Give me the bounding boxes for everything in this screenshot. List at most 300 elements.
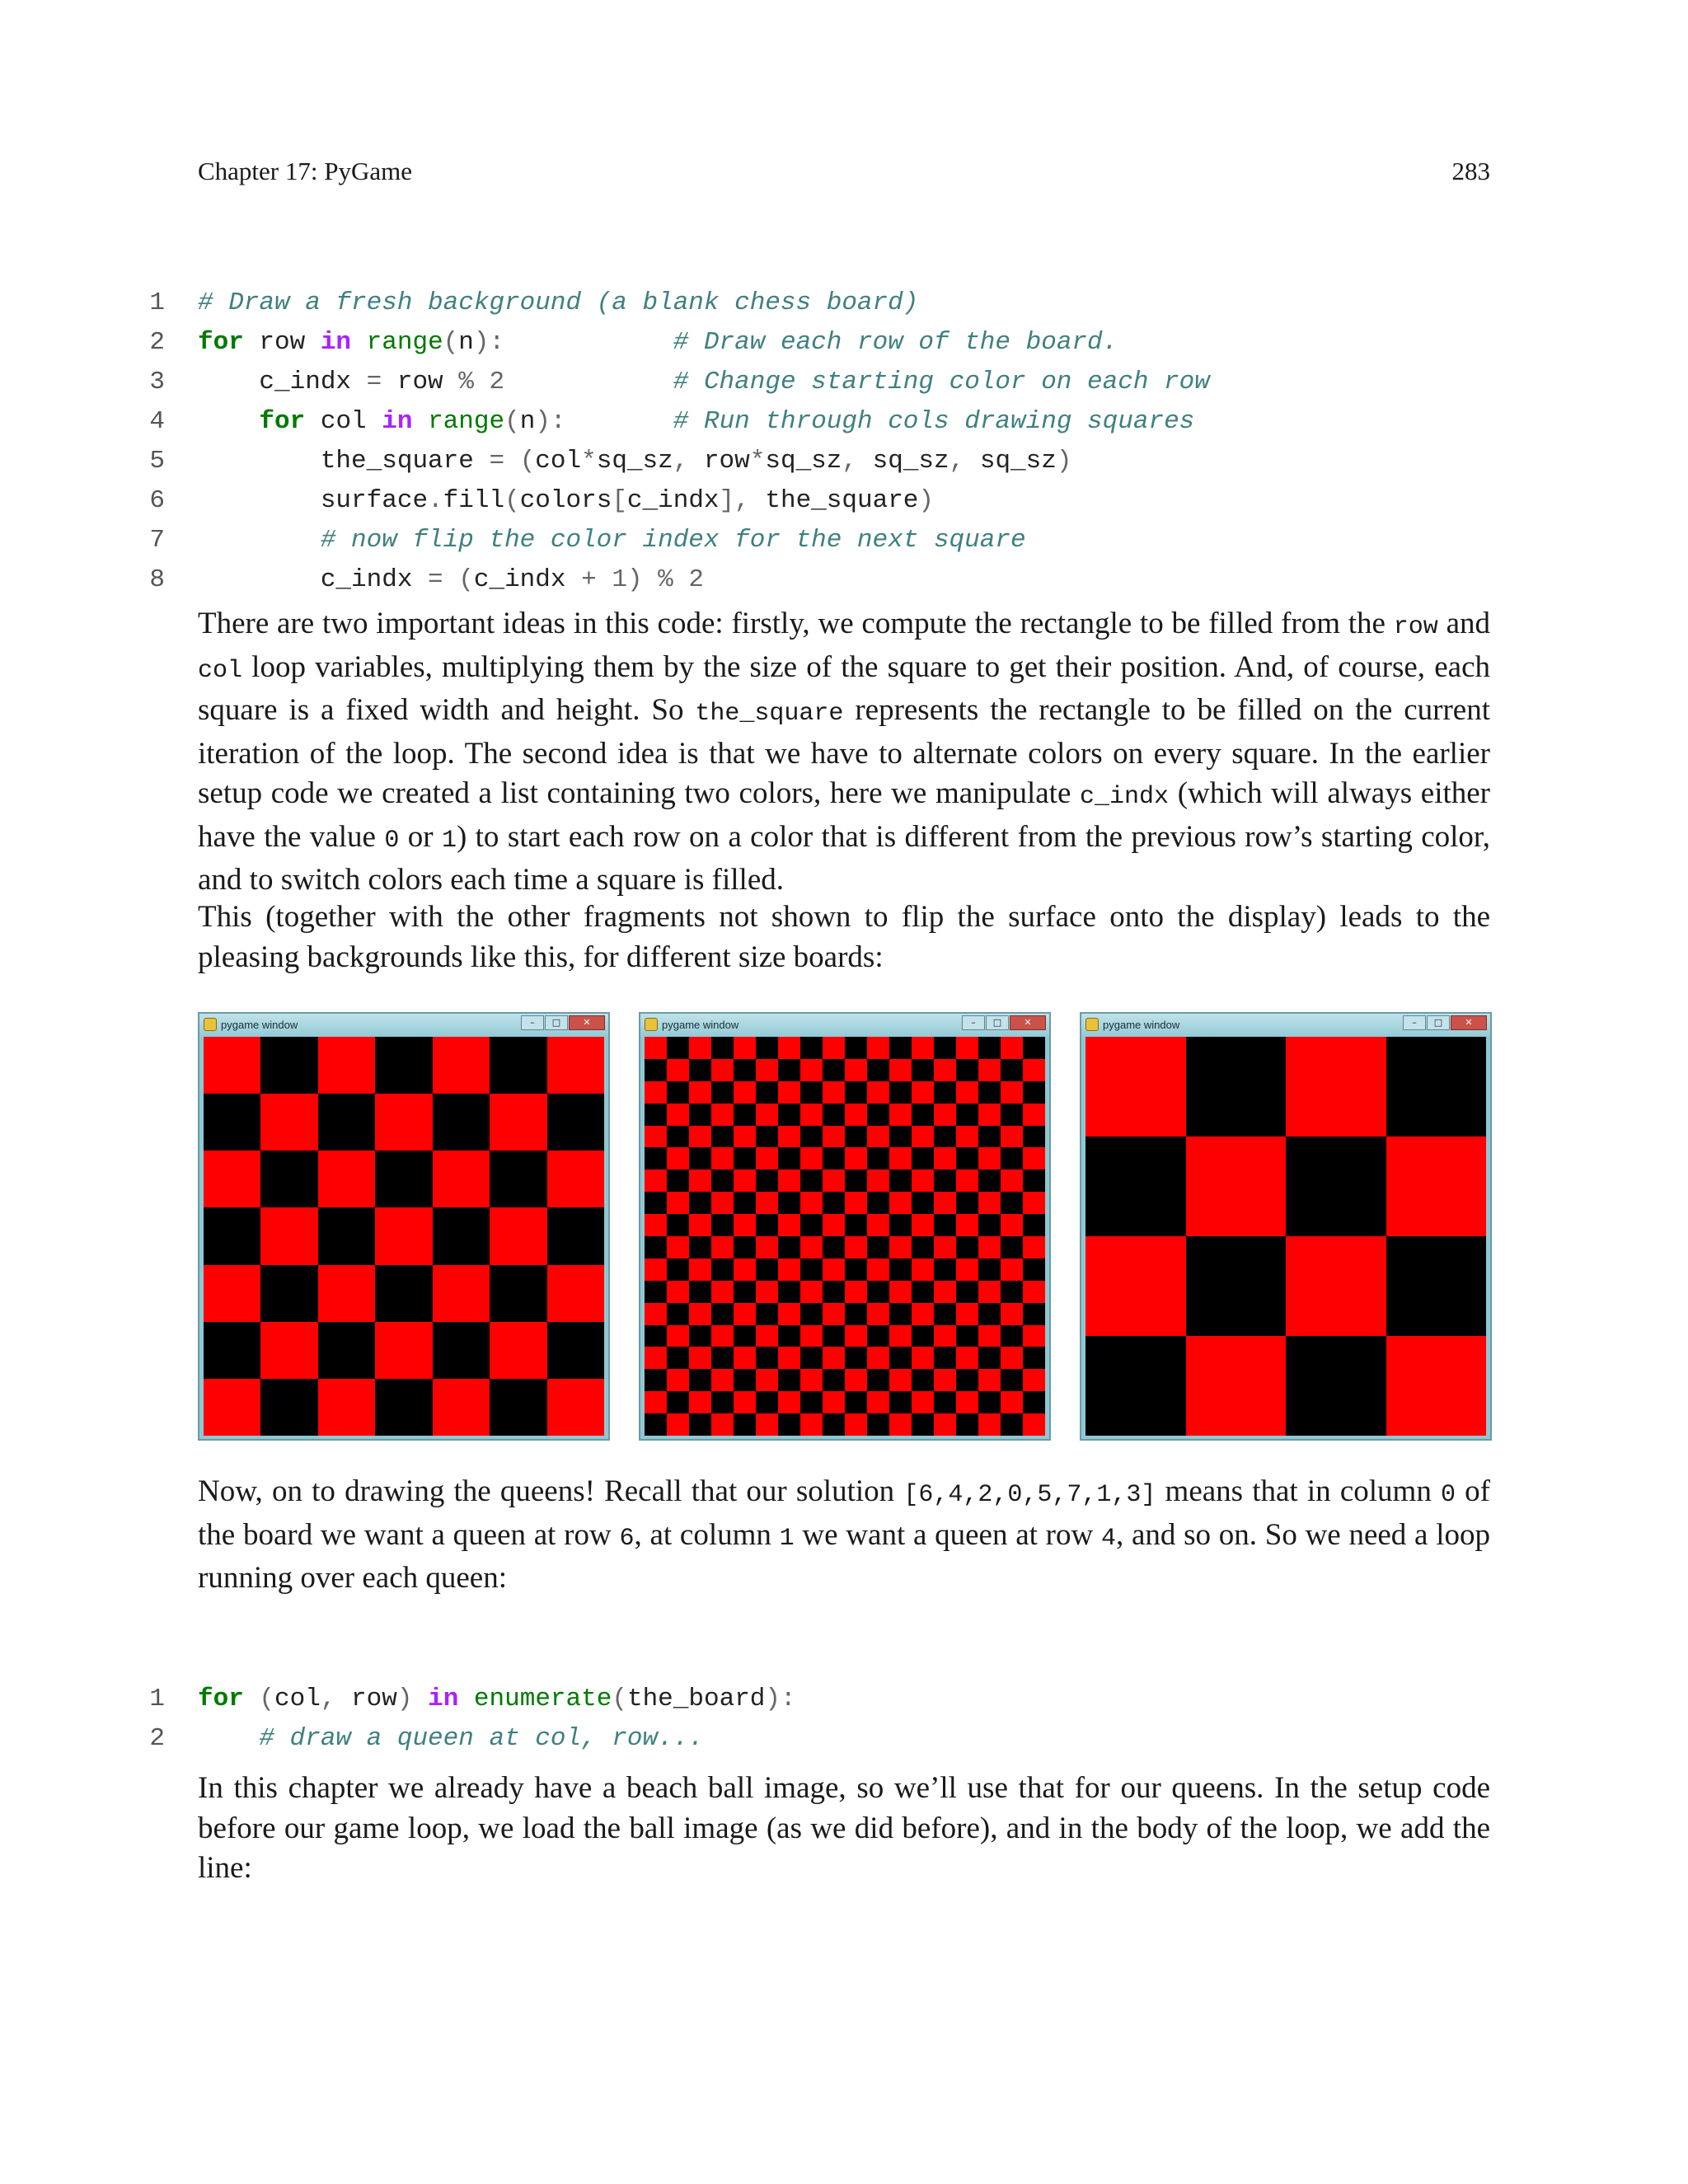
board-square xyxy=(956,1281,978,1303)
board-square xyxy=(800,1059,823,1081)
paragraph-backgrounds-intro: This (together with the other fragments not shown to flip the surface onto the display) leads to the pleasing backgrounds like this, for different size boards: xyxy=(198,900,1490,974)
board-square xyxy=(547,1265,604,1322)
board-square xyxy=(978,1126,1001,1148)
window-titlebar[interactable] xyxy=(199,1014,608,1037)
board-square xyxy=(490,1094,546,1151)
board-square xyxy=(667,1258,689,1281)
board-square xyxy=(1286,1336,1386,1436)
board-square xyxy=(912,1214,934,1236)
board-square xyxy=(667,1059,689,1081)
board-square xyxy=(800,1214,823,1236)
board-square xyxy=(934,1126,956,1148)
board-square xyxy=(734,1126,756,1148)
board-square xyxy=(375,1207,432,1264)
board-square xyxy=(689,1369,711,1391)
board-square xyxy=(1001,1369,1023,1391)
board-square xyxy=(711,1104,734,1126)
page-number: 283 xyxy=(1451,157,1490,185)
board-square xyxy=(956,1147,978,1169)
board-square xyxy=(823,1391,845,1413)
board-square xyxy=(867,1413,889,1436)
pygame-logo-icon xyxy=(1085,1018,1099,1031)
board-square xyxy=(934,1325,956,1347)
board-square xyxy=(845,1347,867,1369)
board-square xyxy=(800,1258,823,1281)
board-square xyxy=(547,1151,604,1207)
board-square xyxy=(433,1379,490,1436)
board-square xyxy=(260,1265,317,1322)
pygame-window-board-1 xyxy=(198,1012,610,1441)
board-square xyxy=(889,1347,912,1369)
board-square xyxy=(645,1281,667,1303)
board-square xyxy=(889,1147,912,1169)
board-square xyxy=(934,1236,956,1258)
window-titlebar[interactable] xyxy=(1081,1014,1490,1037)
board-square xyxy=(645,1303,667,1325)
board-square xyxy=(667,1147,689,1169)
board-square xyxy=(667,1037,689,1059)
board-square xyxy=(756,1104,778,1126)
board-square xyxy=(889,1236,912,1258)
board-square xyxy=(889,1281,912,1303)
board-square xyxy=(889,1325,912,1347)
line-number: 2 xyxy=(149,1724,165,1753)
board-square xyxy=(800,1391,823,1413)
line-number: 1 xyxy=(149,288,165,317)
code-block-queens xyxy=(132,1640,1533,1759)
code-text: c_indx = row % 2 # Change starting color on each row xyxy=(198,368,1210,396)
code-line xyxy=(132,560,1533,600)
board-square xyxy=(204,1265,260,1322)
board-square xyxy=(1386,1336,1487,1436)
window-title: pygame window xyxy=(662,1019,739,1031)
paragraph-code-explanation: There are two important ideas in this code: firstly, we compute the rectangle to be filled from the row and col loop variables, multiplying them by the size of the square to get their position. And, of course, each square is a fixed width and height. So the_square represents the rectangle to be filled on the current iteration of the loop. The second idea is that we have to alternate colors on every square. In the earlier setup code we created a list containing two colors, here we manipulate c_indx (which will always either have the value 0 or 1) to start each row on a color that is different from the previous row’s starting color, and to switch colors each time a square is filled. xyxy=(198,607,1491,897)
board-square xyxy=(204,1379,260,1436)
board-square xyxy=(375,1322,432,1379)
board-square xyxy=(956,1126,978,1148)
board-square xyxy=(823,1169,845,1192)
board-square xyxy=(956,1214,978,1236)
board-square xyxy=(689,1281,711,1303)
board-square xyxy=(689,1081,711,1104)
board-square xyxy=(667,1281,689,1303)
board-square xyxy=(734,1325,756,1347)
pygame-logo-icon xyxy=(645,1018,658,1031)
board-square xyxy=(845,1192,867,1214)
board-square xyxy=(756,1192,778,1214)
board-square xyxy=(204,1151,260,1207)
board-square xyxy=(889,1059,912,1081)
board-square xyxy=(912,1037,934,1059)
board-square xyxy=(845,1325,867,1347)
board-square xyxy=(956,1192,978,1214)
board-square xyxy=(711,1126,734,1148)
board-square xyxy=(645,1081,667,1104)
board-square xyxy=(667,1081,689,1104)
board-square xyxy=(1023,1303,1045,1325)
board-square xyxy=(711,1081,734,1104)
board-square xyxy=(734,1258,756,1281)
board-square xyxy=(978,1391,1001,1413)
board-square xyxy=(845,1413,867,1436)
board-square xyxy=(204,1094,260,1151)
board-square xyxy=(867,1258,889,1281)
board-square xyxy=(1001,1192,1023,1214)
board-square xyxy=(711,1281,734,1303)
board-square xyxy=(800,1126,823,1148)
board-square xyxy=(800,1413,823,1436)
board-square xyxy=(645,1214,667,1236)
board-square xyxy=(956,1059,978,1081)
board-square xyxy=(547,1094,604,1151)
board-square xyxy=(260,1151,317,1207)
board-square xyxy=(867,1169,889,1192)
board-square xyxy=(1001,1325,1023,1347)
board-square xyxy=(645,1037,667,1059)
board-square xyxy=(1023,1413,1045,1436)
board-square xyxy=(756,1147,778,1169)
board-square xyxy=(756,1281,778,1303)
board-square xyxy=(845,1303,867,1325)
board-square xyxy=(1386,1037,1487,1137)
board-square xyxy=(490,1151,546,1207)
inline-code: 1 xyxy=(779,1524,795,1553)
board-square xyxy=(912,1081,934,1104)
board-square xyxy=(823,1303,845,1325)
board-square xyxy=(956,1369,978,1391)
board-square xyxy=(778,1347,800,1369)
board-square xyxy=(934,1169,956,1192)
board-square xyxy=(689,1037,711,1059)
board-square xyxy=(645,1236,667,1258)
board-square xyxy=(667,1169,689,1192)
line-number: 2 xyxy=(149,328,165,357)
minimize-button[interactable]: – xyxy=(1403,1015,1426,1030)
board-square xyxy=(490,1265,546,1322)
board-square xyxy=(1023,1281,1045,1303)
board-square xyxy=(1085,1236,1186,1336)
board-square xyxy=(1186,1137,1287,1236)
minimize-button[interactable]: – xyxy=(521,1015,544,1030)
code-line xyxy=(132,521,1533,560)
board-square xyxy=(260,1379,317,1436)
board-square xyxy=(318,1322,375,1379)
board-square xyxy=(1023,1214,1045,1236)
board-square xyxy=(1001,1169,1023,1192)
maximize-button[interactable]: □ xyxy=(545,1015,568,1030)
board-square xyxy=(978,1369,1001,1391)
code-line xyxy=(132,402,1533,442)
board-square xyxy=(845,1236,867,1258)
board-square xyxy=(800,1169,823,1192)
board-square xyxy=(318,1265,375,1322)
board-square xyxy=(433,1037,490,1094)
board-square xyxy=(867,1391,889,1413)
board-square xyxy=(1023,1391,1045,1413)
board-square xyxy=(1023,1037,1045,1059)
board-square xyxy=(1001,1214,1023,1236)
board-square xyxy=(778,1281,800,1303)
board-square xyxy=(978,1147,1001,1169)
board-square xyxy=(978,1059,1001,1081)
board-square xyxy=(912,1369,934,1391)
board-square xyxy=(912,1281,934,1303)
board-square xyxy=(978,1104,1001,1126)
board-square xyxy=(956,1347,978,1369)
board-square xyxy=(845,1258,867,1281)
board-square xyxy=(1001,1413,1023,1436)
line-number: 7 xyxy=(149,526,165,555)
board-square xyxy=(711,1303,734,1325)
board-square xyxy=(934,1081,956,1104)
board-square xyxy=(1286,1037,1386,1137)
inline-code: 0 xyxy=(1440,1481,1456,1509)
board-square xyxy=(667,1126,689,1148)
maximize-button[interactable]: □ xyxy=(986,1015,1009,1030)
board-square xyxy=(375,1265,432,1322)
board-square xyxy=(823,1236,845,1258)
board-square xyxy=(1023,1325,1045,1347)
board-square xyxy=(889,1369,912,1391)
board-square xyxy=(204,1037,260,1094)
board-square xyxy=(978,1236,1001,1258)
chapter-title: Chapter 17: PyGame xyxy=(198,157,413,185)
board-square xyxy=(778,1325,800,1347)
inline-code: 0 xyxy=(384,826,400,855)
line-number: 4 xyxy=(149,407,165,436)
board-square xyxy=(978,1413,1001,1436)
board-square xyxy=(711,1037,734,1059)
board-square xyxy=(734,1303,756,1325)
board-square xyxy=(756,1347,778,1369)
code-line xyxy=(132,323,1533,363)
board-square xyxy=(1001,1303,1023,1325)
board-square xyxy=(204,1207,260,1264)
board-square xyxy=(823,1059,845,1081)
inline-code: [6,4,2,0,5,7,1,3] xyxy=(903,1481,1156,1509)
board-square xyxy=(1023,1369,1045,1391)
board-square xyxy=(645,1192,667,1214)
board-square xyxy=(778,1169,800,1192)
board-square xyxy=(204,1322,260,1379)
board-square xyxy=(375,1037,432,1094)
board-square xyxy=(711,1169,734,1192)
board-square xyxy=(1001,1347,1023,1369)
board-square xyxy=(318,1207,375,1264)
maximize-button[interactable]: □ xyxy=(1427,1015,1450,1030)
chessboard-figure xyxy=(198,1012,1492,1441)
board-square xyxy=(260,1094,317,1151)
board-square xyxy=(956,1413,978,1436)
board-square xyxy=(845,1391,867,1413)
board-square xyxy=(1023,1126,1045,1148)
inline-code: 4 xyxy=(1100,1524,1116,1553)
board-square xyxy=(823,1147,845,1169)
board-square xyxy=(711,1236,734,1258)
board-square xyxy=(912,1258,934,1281)
board-square xyxy=(756,1236,778,1258)
board-square xyxy=(756,1037,778,1059)
board-square xyxy=(956,1258,978,1281)
board-square xyxy=(800,1147,823,1169)
board-square xyxy=(889,1126,912,1148)
board-square xyxy=(889,1192,912,1214)
board-square xyxy=(778,1214,800,1236)
board-square xyxy=(689,1303,711,1325)
board-square xyxy=(1023,1147,1045,1169)
window-titlebar[interactable] xyxy=(640,1014,1049,1037)
board-square xyxy=(689,1214,711,1236)
board-square xyxy=(318,1037,375,1094)
code-text: # draw a queen at col, row... xyxy=(259,1724,704,1753)
close-button[interactable]: ✕ xyxy=(1451,1015,1487,1030)
board-square xyxy=(689,1391,711,1413)
board-square xyxy=(845,1214,867,1236)
code-text: surface.fill(colors[c_indx], the_square) xyxy=(198,486,935,515)
board-square xyxy=(934,1192,956,1214)
board-square xyxy=(667,1214,689,1236)
board-square xyxy=(956,1169,978,1192)
board-square xyxy=(778,1037,800,1059)
board-square xyxy=(845,1081,867,1104)
board-square xyxy=(547,1322,604,1379)
board-square xyxy=(778,1369,800,1391)
board-square xyxy=(433,1151,490,1207)
board-square xyxy=(956,1104,978,1126)
inline-code: 6 xyxy=(619,1524,635,1553)
board-square xyxy=(734,1147,756,1169)
board-square xyxy=(1023,1192,1045,1214)
board-square xyxy=(734,1214,756,1236)
board-square xyxy=(867,1281,889,1303)
inline-code: col xyxy=(198,656,243,685)
board-square xyxy=(667,1369,689,1391)
line-number: 1 xyxy=(149,1685,165,1713)
board-square xyxy=(433,1265,490,1322)
board-square xyxy=(645,1391,667,1413)
board-square xyxy=(778,1081,800,1104)
board-square xyxy=(689,1325,711,1347)
board-square xyxy=(934,1258,956,1281)
board-square xyxy=(734,1081,756,1104)
board-square xyxy=(756,1169,778,1192)
board-square xyxy=(689,1104,711,1126)
board-square xyxy=(375,1094,432,1151)
inline-code: the_square xyxy=(695,700,844,728)
board-square xyxy=(823,1126,845,1148)
board-square xyxy=(711,1369,734,1391)
board-square xyxy=(734,1391,756,1413)
board-square xyxy=(645,1169,667,1192)
board-square xyxy=(1001,1126,1023,1148)
close-button[interactable]: ✕ xyxy=(1010,1015,1046,1030)
board-square xyxy=(667,1413,689,1436)
board-square xyxy=(375,1379,432,1436)
board-square xyxy=(260,1037,317,1094)
board-square xyxy=(845,1037,867,1059)
board-square xyxy=(433,1322,490,1379)
board-square xyxy=(667,1391,689,1413)
board-square xyxy=(689,1413,711,1436)
window-title: pygame window xyxy=(221,1019,298,1031)
board-square xyxy=(689,1258,711,1281)
board-square xyxy=(845,1059,867,1081)
board-square xyxy=(823,1281,845,1303)
board-square xyxy=(934,1391,956,1413)
running-head xyxy=(198,157,1490,186)
board-square xyxy=(934,1147,956,1169)
board-square xyxy=(734,1236,756,1258)
board-square xyxy=(778,1258,800,1281)
board-square xyxy=(889,1081,912,1104)
board-square xyxy=(756,1059,778,1081)
board-square xyxy=(734,1104,756,1126)
board-square xyxy=(734,1413,756,1436)
inline-code: c_indx xyxy=(1080,783,1170,811)
board-square xyxy=(1023,1059,1045,1081)
board-square xyxy=(845,1126,867,1148)
code-line xyxy=(132,481,1533,521)
board-square xyxy=(956,1303,978,1325)
board-square xyxy=(667,1236,689,1258)
board-square xyxy=(645,1347,667,1369)
board-square xyxy=(978,1192,1001,1214)
board-square xyxy=(934,1347,956,1369)
board-square xyxy=(912,1169,934,1192)
close-button[interactable]: ✕ xyxy=(569,1015,605,1030)
board-square xyxy=(689,1126,711,1148)
code-text: # now flip the color index for the next square xyxy=(320,526,1026,555)
board-square xyxy=(889,1413,912,1436)
board-square xyxy=(756,1081,778,1104)
board-square xyxy=(490,1379,546,1436)
board-square xyxy=(912,1104,934,1126)
board-square xyxy=(689,1059,711,1081)
board-square xyxy=(645,1325,667,1347)
board-square xyxy=(711,1347,734,1369)
board-square xyxy=(934,1369,956,1391)
board-square xyxy=(667,1347,689,1369)
line-number: 8 xyxy=(149,565,165,594)
board-square xyxy=(978,1347,1001,1369)
board-square xyxy=(1386,1236,1487,1336)
board-square xyxy=(778,1236,800,1258)
board-square xyxy=(711,1147,734,1169)
pygame-logo-icon xyxy=(204,1018,217,1031)
inline-code: 1 xyxy=(441,826,457,855)
board-square xyxy=(845,1281,867,1303)
board-square xyxy=(433,1094,490,1151)
board-square xyxy=(667,1104,689,1126)
board-square xyxy=(1286,1236,1386,1336)
minimize-button[interactable]: – xyxy=(962,1015,985,1030)
board-square xyxy=(1001,1037,1023,1059)
board-square xyxy=(934,1037,956,1059)
code-text: for (col, row) in enumerate(the_board): xyxy=(198,1685,796,1713)
line-number: 6 xyxy=(149,486,165,515)
board-square xyxy=(645,1059,667,1081)
board-square xyxy=(547,1037,604,1094)
board-square xyxy=(956,1037,978,1059)
paragraph-queens-intro: Now, on to drawing the queens! Recall that our solution [6,4,2,0,5,7,1,3] means that in column 0 of the board we want a queen at row 6, at column 1 we want a queen at row 4, and so on. So we need a loop running over each queen: xyxy=(198,1474,1490,1595)
pygame-window-board-2 xyxy=(639,1012,1051,1441)
code-line xyxy=(132,363,1533,402)
board-square xyxy=(756,1126,778,1148)
board-square xyxy=(711,1325,734,1347)
board-square xyxy=(800,1369,823,1391)
board-square xyxy=(867,1104,889,1126)
board-square xyxy=(490,1207,546,1264)
